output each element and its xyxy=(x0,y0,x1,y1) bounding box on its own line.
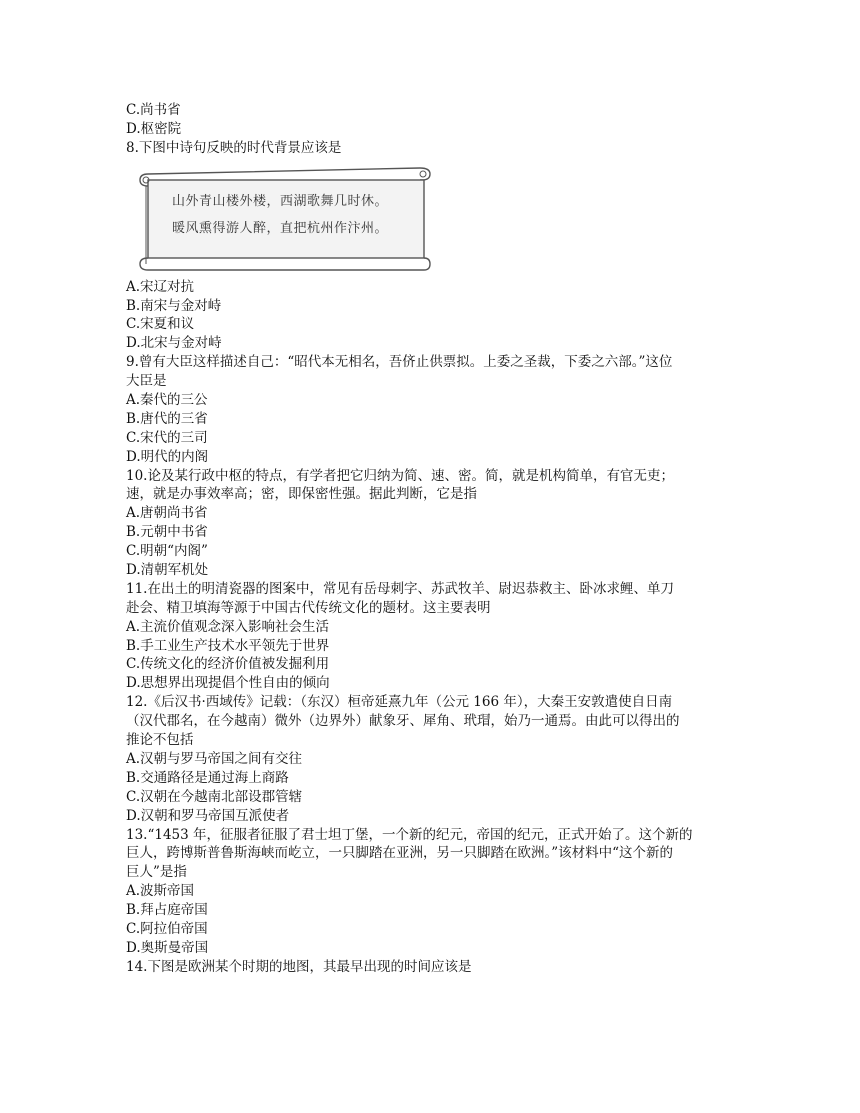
text-line: 12.《后汉书·西域传》记载：（东汉）桓帝延熹九年（公元 166 年），大秦王安敦遣使自日南 xyxy=(126,694,673,711)
text-line: B.交通路径是通过海上商路 xyxy=(126,769,289,786)
text-line: B.唐代的三省 xyxy=(126,410,208,427)
text-block-top xyxy=(126,101,726,158)
text-line: D.奥斯曼帝国 xyxy=(126,939,209,956)
text-line: D.枢密院 xyxy=(126,120,182,137)
text-line: B.元朝中书省 xyxy=(126,524,208,541)
text-line: C.汉朝在今越南北部设郡管辖 xyxy=(126,788,303,805)
text-line: D.明代的内阁 xyxy=(126,448,209,465)
text-line: 巨人，跨博斯普鲁斯海峡而屹立，一只脚踏在亚洲，另一只脚踏在欧洲。”该材料中“这个新的 xyxy=(126,845,674,862)
text-line: 速，就是办事效率高；密，即保密性强。据此判断，它是指 xyxy=(126,486,477,503)
text-line: A.主流价值观念深入影响社会生活 xyxy=(126,618,330,635)
text-line: 9.曾有大臣这样描述自己：“昭代本无相名，吾侪止供票拟。上委之圣裁，下委之六部。”这位 xyxy=(126,354,673,371)
text-line: 11.在出土的明清瓷器的图案中，常见有岳母刺字、苏武牧羊、尉迟恭救主、卧冰求鲤、单刀 xyxy=(126,580,674,597)
text-line: C.阿拉伯帝国 xyxy=(126,920,208,937)
text-line: B.南宋与金对峙 xyxy=(126,297,222,314)
text-line: A.宋辽对抗 xyxy=(126,278,195,295)
text-line: 13.“1453 年，征服者征服了君士坦丁堡，一个新的纪元，帝国的纪元，正式开始了。这个新的 xyxy=(126,826,693,843)
text-line: C.宋代的三司 xyxy=(126,429,208,446)
text-line: D.汉朝和罗马帝国互派使者 xyxy=(126,807,290,824)
text-block-bottom xyxy=(126,278,726,977)
text-line: 巨人”是指 xyxy=(126,864,187,881)
text-line: B.拜占庭帝国 xyxy=(126,902,208,919)
text-line: A.汉朝与罗马帝国之间有交往 xyxy=(126,750,303,767)
text-line: A.波斯帝国 xyxy=(126,883,195,900)
text-line: 推论不包括 xyxy=(126,732,194,749)
text-line: C.尚书省 xyxy=(126,102,181,118)
text-line: A.秦代的三公 xyxy=(126,392,208,409)
text-line: 大臣是 xyxy=(126,373,167,390)
poem-scroll-figure xyxy=(126,160,726,275)
text-line: （汉代郡名，在今越南）微外（边界外）献象牙、犀角、玳瑁，始乃一通焉。由此可以得出的 xyxy=(126,713,680,730)
text-line: 8.下图中诗句反映的时代背景应该是 xyxy=(126,139,342,156)
text-line: A.唐朝尚书省 xyxy=(126,505,208,522)
text-line: C.宋夏和议 xyxy=(126,316,195,333)
text-line: 14.下图是欧洲某个时期的地图，其最早出现的时间应该是 xyxy=(126,958,472,975)
question-content xyxy=(126,101,726,977)
text-line: D.北宋与金对峙 xyxy=(126,335,222,352)
text-line: 赴会、精卫填海等源于中国古代传统文化的题材。这主要表明 xyxy=(126,599,491,616)
text-line: D.清朝军机处 xyxy=(126,562,209,579)
text-line: B.手工业生产技术水平领先于世界 xyxy=(126,637,330,654)
text-line: 10.论及某行政中枢的特点，有学者把它归纳为简、速、密。简，就是机构简单，有官无吏； xyxy=(126,467,674,484)
poem-line-2: 暖风熏得游人醉，直把杭州作汴州。 xyxy=(172,220,389,236)
text-line: D.思想界出现提倡个性自由的倾向 xyxy=(126,675,330,692)
text-line: C.传统文化的经济价值被发掘利用 xyxy=(126,656,330,673)
text-line: C.明朝“内阁” xyxy=(126,543,208,560)
poem-line-1: 山外青山楼外楼，西湖歌舞几时休。 xyxy=(172,193,389,209)
